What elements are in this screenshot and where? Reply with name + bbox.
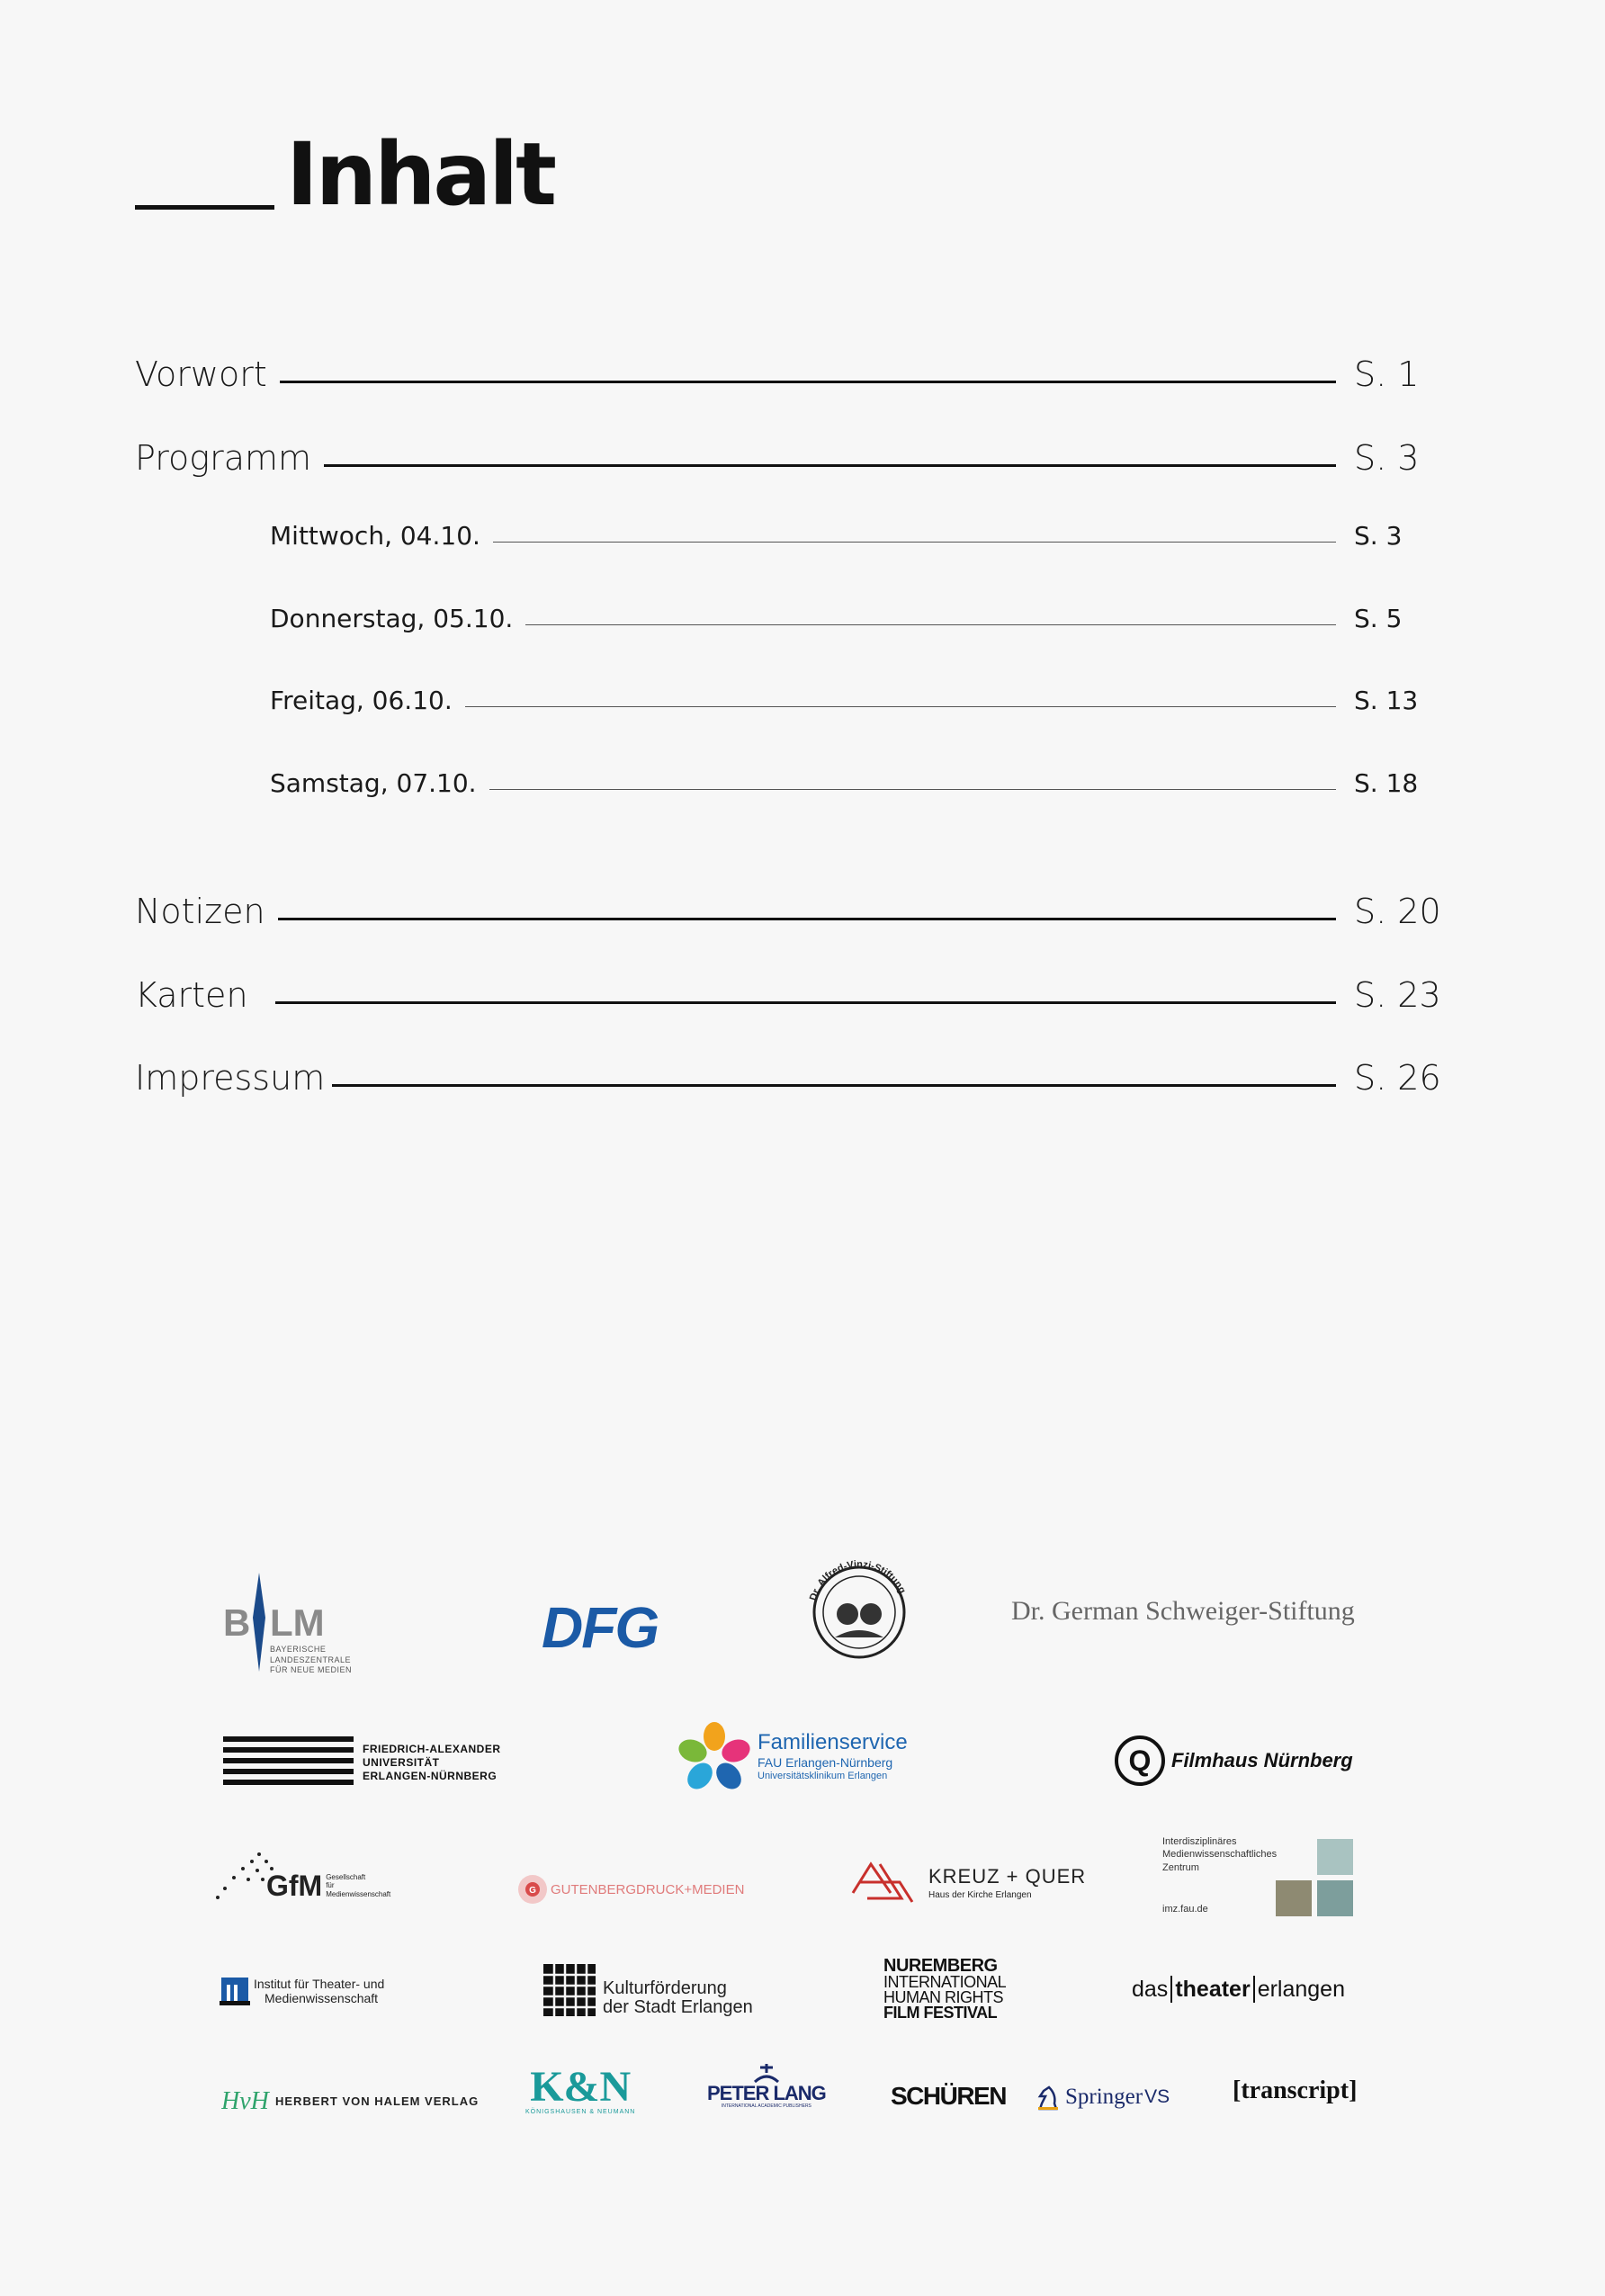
toc-label: Programm: [135, 438, 312, 478]
peter-lang-subtitle: INTERNATIONAL ACADEMIC PUBLISHERS: [721, 2103, 811, 2109]
halem-hvh-icon: [221, 2085, 272, 2116]
peter-lang-wordmark: PETER LANG: [707, 2082, 826, 2104]
fau-line-2: UNIVERSITÄT: [363, 1755, 440, 1769]
nihrff-line-2: INTERNATIONAL: [883, 1973, 1007, 1991]
toc-label: Notizen: [135, 892, 265, 931]
gfm-wordmark: GfM: [266, 1869, 323, 1902]
transcript-wordmark: [transcript]: [1233, 2076, 1358, 2104]
schweiger-wordmark: Dr. German Schweiger-Stiftung: [1011, 1596, 1355, 1626]
toc-label: Donnerstag, 05.10.: [270, 604, 514, 633]
imz-squares-icon: [1276, 1839, 1357, 1920]
toc-leader-line: [278, 918, 1336, 920]
fau-line-3: ERLANGEN-NÜRNBERG: [363, 1769, 498, 1782]
nihrff-line-1: NUREMBERG: [883, 1956, 998, 1976]
institute-line-2: Medienwissenschaft: [265, 1991, 379, 2005]
kreuzquer-title: KREUZ + QUER: [928, 1864, 1087, 1888]
toc-label: Mittwoch, 04.10.: [270, 521, 480, 551]
toc-label: Impressum: [135, 1058, 326, 1098]
toc-page-number: S. 26: [1354, 1058, 1441, 1098]
vinzi-foundation-logo: [802, 1549, 916, 1663]
gfm-line-1: Gesellschaft: [326, 1872, 366, 1881]
svg-text:G: G: [529, 1886, 536, 1896]
toc-entry-karten[interactable]: [135, 961, 1441, 1015]
theater-erlangen-das: das: [1132, 1976, 1169, 2002]
toc-leader-line: [324, 464, 1336, 467]
kn-logo: [525, 2063, 636, 2115]
toc-entry-vorwort[interactable]: [135, 340, 1420, 394]
filmhaus-logo: [1114, 1735, 1353, 1787]
filmhaus-q-icon: [1114, 1735, 1166, 1787]
toc-label: Karten: [135, 975, 248, 1015]
kreuzquer-subtitle: Haus der Kirche Erlangen: [928, 1889, 1032, 1900]
svg-text:B: B: [223, 1601, 251, 1644]
schweiger-foundation-logo: [1011, 1596, 1355, 1627]
kulturfoerderung-logo: [543, 1963, 753, 2017]
svg-text:Q: Q: [1128, 1744, 1152, 1777]
theater-erlangen-theater: theater: [1175, 1976, 1251, 2002]
nihrff-logo: [883, 1958, 1006, 2021]
toc-label: Vorwort: [135, 354, 267, 394]
gfm-logo: [216, 1849, 390, 1903]
toc-label: Samstag, 07.10.: [270, 768, 477, 798]
toc-leader-line: [275, 1001, 1336, 1004]
schueren-wordmark: SCHÜREN: [891, 2082, 1006, 2110]
nihrff-line-4: FILM FESTIVAL: [883, 2004, 998, 2022]
gfm-line-2: für: [326, 1881, 335, 1890]
gutenberg-g-icon: [515, 1871, 551, 1907]
toc-label: Freitag, 06.10.: [270, 686, 453, 715]
fau-line-1: FRIEDRICH-ALEXANDER: [363, 1742, 501, 1755]
kn-subtitle: KÖNIGSHAUSEN & NEUMANN: [525, 2109, 636, 2115]
familienservice-line-1: FAU Erlangen-Nürnberg: [758, 1755, 893, 1771]
flower-icon: [678, 1720, 750, 1792]
peter-lang-book-icon: [751, 2062, 782, 2084]
blm-subtitle-2: FÜR NEUE MEDIEN: [270, 1665, 353, 1675]
toc-page-number: S. 20: [1354, 892, 1441, 931]
blm-logo: [223, 1573, 403, 1675]
springer-wordmark: Springer: [1065, 2085, 1143, 2109]
toc-page-number: S. 23: [1354, 975, 1441, 1015]
toc-entry-notizen[interactable]: [135, 877, 1441, 931]
toc-leader-line: [493, 542, 1336, 543]
imz-line-2: Medienwissenschaftliches: [1162, 1849, 1278, 1861]
kultur-line-2: der Stadt Erlangen: [603, 1997, 753, 2017]
toc-leader-line: [525, 624, 1336, 625]
toc-page-number: S. 18: [1354, 768, 1419, 798]
schueren-logo: [891, 2082, 1006, 2111]
springer-suffix: VS: [1144, 2086, 1170, 2107]
filmhaus-wordmark: Filmhaus Nürnberg: [1171, 1749, 1353, 1771]
kn-wordmark: K&N: [530, 2063, 632, 2111]
transcript-logo: [1233, 2076, 1357, 2105]
kultur-line-1: Kulturförderung: [603, 1978, 727, 1998]
springer-chess-knight-icon: [1035, 2084, 1062, 2111]
imz-line-3: Zentrum: [1162, 1861, 1199, 1873]
toc-entry-mittwoch[interactable]: [270, 515, 1403, 551]
title-rule: [135, 205, 274, 210]
svg-text:HvH: HvH: [221, 2087, 269, 2115]
imz-logo: [1162, 1835, 1353, 1918]
kulturfoerderung-grid-icon: [543, 1964, 596, 2016]
svg-text:Dr. Alfred-Vinzi-Stiftung: Dr. Alfred-Vinzi-Stiftung: [807, 1558, 908, 1602]
kreuzquer-mark-icon: [849, 1857, 918, 1907]
nihrff-line-3: HUMAN RIGHTS: [883, 1988, 1003, 2007]
toc-leader-line: [489, 789, 1336, 790]
toc-leader-line: [280, 381, 1336, 383]
blm-subtitle-1: BAYERISCHE LANDESZENTRALE: [270, 1645, 352, 1664]
toc-entry-programm[interactable]: [135, 424, 1420, 478]
theater-erlangen-erlangen: erlangen: [1257, 1976, 1345, 2002]
dfg-wordmark: DFG: [542, 1595, 659, 1660]
toc-leader-line: [465, 706, 1336, 707]
page-header: [135, 124, 855, 225]
imz-url: imz.fau.de: [1162, 1904, 1208, 1915]
page-title: Inhalt: [286, 124, 554, 225]
toc-entry-freitag[interactable]: [270, 679, 1419, 715]
gfm-line-3: Medienwissenschaft: [326, 1889, 391, 1898]
fau-wordmark-icon: [223, 1733, 354, 1792]
institute-building-icon: [220, 1976, 250, 2006]
fau-logo: [223, 1733, 501, 1792]
toc-page-number: S. 3: [1354, 438, 1420, 478]
theater-erlangen-logo: [1132, 1976, 1345, 2003]
institute-line-1: Institut für Theater- und: [254, 1976, 385, 1991]
divider: [1253, 1976, 1255, 2003]
toc-page-number: S. 1: [1354, 354, 1420, 394]
toc-leader-line: [332, 1084, 1336, 1087]
gutenberg-wordmark: GUTENBERGDRUCK+MEDIEN: [551, 1881, 745, 1897]
toc-entry-impressum[interactable]: [135, 1044, 1441, 1098]
vinzi-seal-icon: [802, 1549, 916, 1663]
dfg-logo: [542, 1594, 658, 1661]
imz-line-1: Interdisziplinäres: [1162, 1836, 1237, 1847]
peter-lang-logo: [707, 2062, 826, 2109]
toc-page-number: S. 3: [1354, 521, 1403, 551]
toc-entry-samstag[interactable]: [270, 762, 1419, 798]
gutenberg-logo: [515, 1871, 744, 1907]
toc-entry-donnerstag[interactable]: [270, 597, 1403, 633]
theater-institute-logo: [220, 1976, 384, 2006]
svg-text:LM: LM: [270, 1601, 325, 1644]
familienservice-logo: [678, 1720, 908, 1792]
divider: [1170, 1976, 1172, 2003]
halem-wordmark: HERBERT VON HALEM VERLAG: [275, 2094, 480, 2108]
toc-page-number: S. 13: [1354, 686, 1419, 715]
familienservice-title: Familienservice: [758, 1729, 908, 1754]
halem-logo: [221, 2085, 479, 2116]
springer-vs-logo: [1035, 2084, 1170, 2111]
familienservice-line-2: Universitätsklinikum Erlangen: [758, 1771, 888, 1782]
toc-page-number: S. 5: [1354, 604, 1403, 633]
kreuzquer-logo: [849, 1857, 1086, 1907]
